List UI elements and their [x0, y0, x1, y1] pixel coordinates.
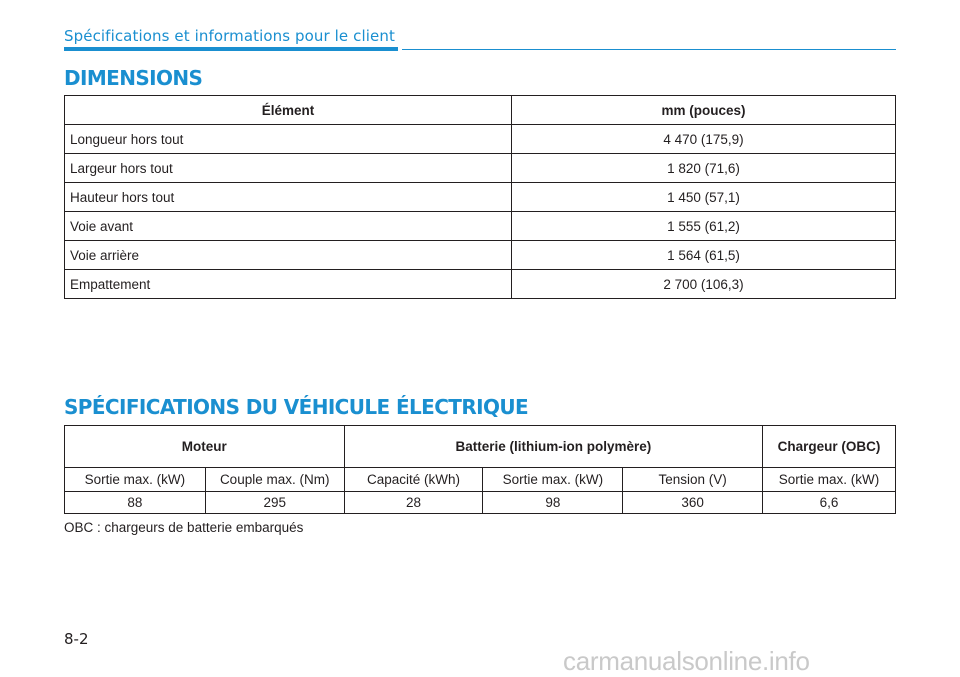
value-cell: 360 — [623, 492, 763, 514]
table-subheader-row — [65, 468, 896, 492]
sub-header: Sortie max. (kW) — [763, 468, 896, 492]
group-header-battery: Batterie (lithium-ion polymère) — [344, 426, 762, 468]
ev-specs-title: SPÉCIFICATIONS DU VÉHICULE ÉLECTRIQUE — [64, 395, 529, 419]
sub-header: Sortie max. (kW) — [65, 468, 206, 492]
row-value: 1 450 (57,1) — [512, 183, 896, 212]
column-header-element: Élément — [65, 96, 512, 125]
dimensions-table — [64, 95, 896, 299]
row-value: 1 564 (61,5) — [512, 241, 896, 270]
row-value: 4 470 (175,9) — [512, 125, 896, 154]
sub-header: Couple max. (Nm) — [205, 468, 344, 492]
sub-header: Tension (V) — [623, 468, 763, 492]
group-header-charger: Chargeur (OBC) — [763, 426, 896, 468]
row-label: Hauteur hors tout — [65, 183, 512, 212]
ev-specs-table — [64, 425, 896, 514]
row-label: Voie arrière — [65, 241, 512, 270]
sub-header: Sortie max. (kW) — [483, 468, 623, 492]
dimensions-title: DIMENSIONS — [64, 66, 203, 90]
table-row — [65, 270, 896, 299]
page-number: 8-2 — [64, 630, 89, 648]
value-cell: 98 — [483, 492, 623, 514]
table-row — [65, 154, 896, 183]
header-rule-thick — [64, 47, 398, 51]
table-row — [65, 241, 896, 270]
table-row — [65, 212, 896, 241]
row-label: Empattement — [65, 270, 512, 299]
obc-footnote: OBC : chargeurs de batterie embarqués — [64, 520, 304, 535]
table-header-row — [65, 426, 896, 468]
value-cell: 6,6 — [763, 492, 896, 514]
sub-header: Capacité (kWh) — [344, 468, 483, 492]
section-header: Spécifications et informations pour le client — [64, 27, 395, 45]
row-value: 2 700 (106,3) — [512, 270, 896, 299]
header-rule-thin — [402, 49, 896, 50]
column-header-mm: mm (pouces) — [512, 96, 896, 125]
watermark: carmanualsonline.info — [563, 646, 810, 676]
table-row — [65, 492, 896, 514]
value-cell: 295 — [205, 492, 344, 514]
row-label: Voie avant — [65, 212, 512, 241]
table-row — [65, 125, 896, 154]
row-value: 1 820 (71,6) — [512, 154, 896, 183]
group-header-motor: Moteur — [65, 426, 345, 468]
row-label: Longueur hors tout — [65, 125, 512, 154]
table-header-row — [65, 96, 896, 125]
value-cell: 88 — [65, 492, 206, 514]
value-cell: 28 — [344, 492, 483, 514]
row-label: Largeur hors tout — [65, 154, 512, 183]
table-row — [65, 183, 896, 212]
row-value: 1 555 (61,2) — [512, 212, 896, 241]
